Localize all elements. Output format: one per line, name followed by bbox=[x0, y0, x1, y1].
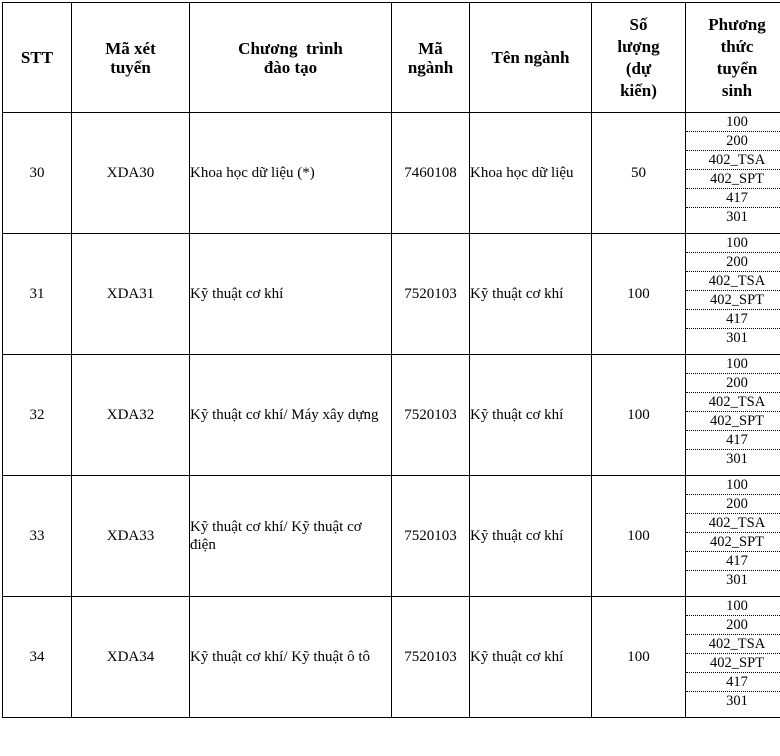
method-item: 417 bbox=[686, 189, 780, 208]
methods-list bbox=[686, 113, 780, 226]
table-row bbox=[3, 234, 780, 355]
cell-phuong-thuc bbox=[686, 234, 780, 355]
method-item: 402_SPT bbox=[686, 412, 780, 431]
method-item: 417 bbox=[686, 310, 780, 329]
cell-ma-xet-tuyen: XDA31 bbox=[72, 234, 190, 355]
cell-chuong-trinh: Kỹ thuật cơ khí/ Kỹ thuật ô tô bbox=[190, 597, 392, 718]
cell-ten-nganh: Khoa học dữ liệu bbox=[470, 113, 592, 234]
method-item: 402_TSA bbox=[686, 393, 780, 412]
table-row bbox=[3, 113, 780, 234]
table-row bbox=[3, 597, 780, 718]
cell-ten-nganh: Kỹ thuật cơ khí bbox=[470, 234, 592, 355]
cell-ma-xet-tuyen: XDA34 bbox=[72, 597, 190, 718]
method-item: 100 bbox=[686, 597, 780, 616]
cell-stt: 31 bbox=[3, 234, 72, 355]
method-item: 402_SPT bbox=[686, 533, 780, 552]
method-item: 100 bbox=[686, 355, 780, 374]
cell-phuong-thuc bbox=[686, 476, 780, 597]
methods-list bbox=[686, 476, 780, 589]
header-so-luong bbox=[592, 3, 686, 113]
method-item: 402_TSA bbox=[686, 635, 780, 654]
cell-so-luong: 100 bbox=[592, 476, 686, 597]
header-ma-xet-tuyen-line: Mã xét bbox=[105, 38, 156, 58]
cell-ma-xet-tuyen: XDA33 bbox=[72, 476, 190, 597]
methods-list bbox=[686, 355, 780, 468]
header-stt: STT bbox=[3, 3, 72, 113]
cell-stt: 34 bbox=[3, 597, 72, 718]
header-phuong-thuc bbox=[686, 3, 780, 113]
method-item: 301 bbox=[726, 451, 748, 467]
cell-ma-nganh: 7520103 bbox=[392, 355, 470, 476]
method-item: 402_TSA bbox=[686, 151, 780, 170]
method-item: 200 bbox=[686, 374, 780, 393]
header-ma-nganh bbox=[392, 3, 470, 113]
cell-ma-nganh: 7520103 bbox=[392, 597, 470, 718]
admissions-table bbox=[2, 2, 780, 718]
cell-chuong-trinh: Kỹ thuật cơ khí/ Máy xây dựng bbox=[190, 355, 392, 476]
methods-list bbox=[686, 234, 780, 347]
method-item: 100 bbox=[686, 113, 780, 132]
header-ma-xet-tuyen-line: tuyển bbox=[110, 57, 151, 77]
header-so-luong-line: kiến) bbox=[620, 80, 657, 100]
header-ten-nganh: Tên ngành bbox=[470, 3, 592, 113]
cell-phuong-thuc bbox=[686, 113, 780, 234]
cell-phuong-thuc bbox=[686, 355, 780, 476]
method-item: 402_TSA bbox=[686, 514, 780, 533]
method-item: 301 bbox=[726, 330, 748, 346]
method-item: 402_SPT bbox=[686, 170, 780, 189]
cell-ma-nganh: 7520103 bbox=[392, 476, 470, 597]
cell-so-luong: 100 bbox=[592, 597, 686, 718]
cell-chuong-trinh: Kỹ thuật cơ khí/ Kỹ thuật cơ điện bbox=[190, 476, 392, 597]
cell-ten-nganh: Kỹ thuật cơ khí bbox=[470, 597, 592, 718]
method-item: 402_SPT bbox=[686, 654, 780, 673]
header-chuong-trinh bbox=[190, 3, 392, 113]
header-chuong-trinh-line: Chương trình bbox=[238, 38, 343, 58]
method-item: 417 bbox=[686, 552, 780, 571]
table-row bbox=[3, 355, 780, 476]
cell-so-luong: 100 bbox=[592, 234, 686, 355]
header-row bbox=[3, 3, 780, 113]
table-row bbox=[3, 476, 780, 597]
cell-ma-xet-tuyen: XDA32 bbox=[72, 355, 190, 476]
cell-ma-nganh: 7520103 bbox=[392, 234, 470, 355]
method-item: 402_TSA bbox=[686, 272, 780, 291]
header-phuong-thuc-line: sinh bbox=[721, 80, 753, 100]
method-item: 301 bbox=[726, 209, 748, 225]
cell-stt: 33 bbox=[3, 476, 72, 597]
header-phuong-thuc-line: tuyển bbox=[716, 58, 758, 78]
method-item: 100 bbox=[686, 234, 780, 253]
method-item: 402_SPT bbox=[686, 291, 780, 310]
header-so-luong-line: lượng bbox=[617, 36, 660, 56]
header-phuong-thuc-line: Phương bbox=[708, 14, 766, 34]
header-chuong-trinh-line: đào tạo bbox=[263, 57, 318, 77]
header-ma-nganh-line: ngành bbox=[407, 57, 454, 77]
header-so-luong-line: Số bbox=[629, 14, 648, 34]
header-so-luong-line: (dự bbox=[625, 58, 652, 78]
cell-stt: 30 bbox=[3, 113, 72, 234]
methods-list bbox=[686, 597, 780, 710]
header-ma-nganh-line: Mã bbox=[418, 38, 443, 58]
cell-ma-nganh: 7460108 bbox=[392, 113, 470, 234]
method-item: 301 bbox=[726, 693, 748, 709]
cell-ten-nganh: Kỹ thuật cơ khí bbox=[470, 476, 592, 597]
cell-so-luong: 100 bbox=[592, 355, 686, 476]
cell-so-luong: 50 bbox=[592, 113, 686, 234]
method-item: 200 bbox=[686, 495, 780, 514]
header-ma-xet-tuyen bbox=[72, 3, 190, 113]
table-body bbox=[3, 113, 780, 718]
cell-ten-nganh: Kỹ thuật cơ khí bbox=[470, 355, 592, 476]
cell-phuong-thuc bbox=[686, 597, 780, 718]
cell-ma-xet-tuyen: XDA30 bbox=[72, 113, 190, 234]
method-item: 417 bbox=[686, 673, 780, 692]
method-item: 417 bbox=[686, 431, 780, 450]
method-item: 200 bbox=[686, 253, 780, 272]
method-item: 301 bbox=[726, 572, 748, 588]
method-item: 200 bbox=[686, 616, 780, 635]
cell-chuong-trinh: Kỹ thuật cơ khí bbox=[190, 234, 392, 355]
method-item: 100 bbox=[686, 476, 780, 495]
method-item: 200 bbox=[686, 132, 780, 151]
header-phuong-thuc-line: thức bbox=[720, 36, 754, 56]
cell-chuong-trinh: Khoa học dữ liệu (*) bbox=[190, 113, 392, 234]
cell-stt: 32 bbox=[3, 355, 72, 476]
